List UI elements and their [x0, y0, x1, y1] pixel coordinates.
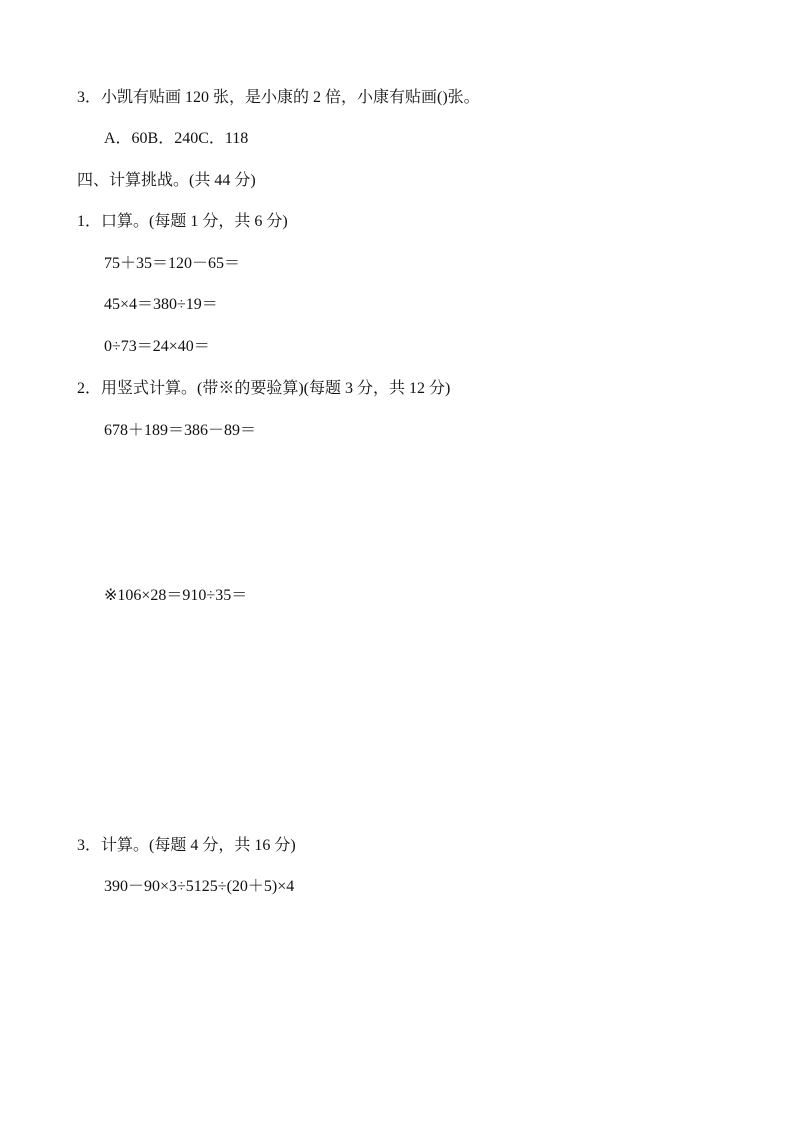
question-3-text: 3．小凯有贴画 120 张，是小康的 2 倍，小康有贴画()张。: [77, 89, 480, 106]
part-3-title: 3．计算。(每题 4 分，共 16 分): [77, 837, 296, 854]
part-1-title: 1．口算。(每题 1 分，共 6 分): [77, 213, 288, 230]
vertical-calc-row-1: 678＋189＝386－89＝: [104, 422, 257, 439]
vertical-calc-row-2: ※106×28＝910÷35＝: [104, 587, 248, 604]
section-4-title: 四、计算挑战。(共 44 分): [77, 172, 256, 189]
mental-math-row-3: 0÷73＝24×40＝: [104, 338, 210, 355]
mental-math-row-1: 75＋35＝120－65＝: [104, 255, 241, 272]
question-3-options: A．60B．240C．118: [104, 130, 249, 147]
mental-math-row-2: 45×4＝380÷19＝: [104, 296, 218, 313]
calc-row-1: 390－90×3÷5125÷(20＋5)×4: [104, 878, 295, 895]
part-2-title: 2．用竖式计算。(带※的要验算)(每题 3 分，共 12 分): [77, 380, 451, 397]
